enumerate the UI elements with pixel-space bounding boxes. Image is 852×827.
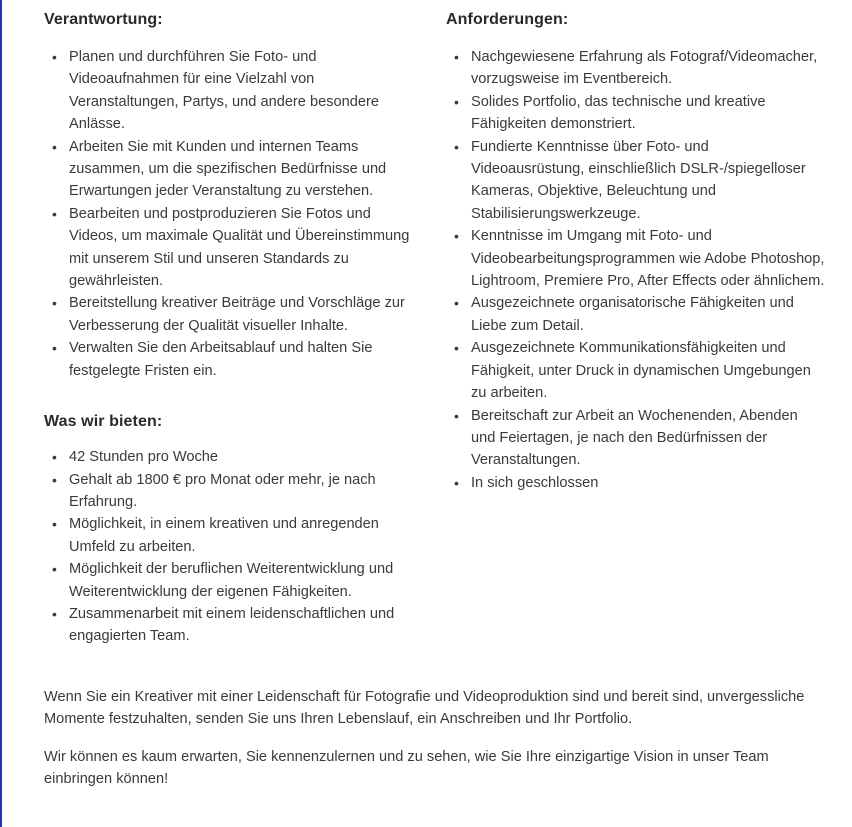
bullet-icon: • bbox=[52, 205, 57, 222]
closing-paragraph-2: Wir können es kaum erwarten, Sie kennenzulernen und zu sehen, wie Sie Ihre einzigartige Vision in unser Team einbringen können! bbox=[44, 748, 769, 788]
bullet-icon: • bbox=[52, 449, 57, 466]
list-item: • Arbeiten Sie mit Kunden und internen Teams zusammen, um die spezifischen Bedürfnisse und Erwartungen jeder Veranstaltung zu verstehen. bbox=[44, 136, 414, 203]
bullet-icon: • bbox=[52, 49, 57, 65]
left-column bbox=[44, 0, 414, 648]
list-item: • Verwalten Sie den Arbeitsablauf und halten Sie festgelegte Fristen ein. bbox=[44, 337, 414, 382]
bullet-icon: • bbox=[52, 605, 57, 622]
list-item: • Zusammenarbeit mit einem leidenschaftlichen und engagierten Team. bbox=[44, 603, 414, 648]
bullet-icon: • bbox=[454, 407, 459, 424]
list-item: • Möglichkeit, in einem kreativen und anregenden Umfeld zu arbeiten. bbox=[44, 513, 414, 558]
bullet-icon: • bbox=[52, 471, 57, 488]
list-item: • Fundierte Kenntnisse über Foto- und Videoausrüstung, einschließlich DSLR-/spiegelloser Kameras, Objektive, Beleuchtung und Stabilisierungswerkzeuge. bbox=[446, 136, 826, 226]
bullet-icon: • bbox=[52, 561, 57, 578]
page-left-border bbox=[0, 0, 2, 827]
section-verantwortung bbox=[44, 0, 414, 382]
bullet-icon: • bbox=[52, 516, 57, 533]
list-item: • Gehalt ab 1800 € pro Monat oder mehr, je nach Erfahrung. bbox=[44, 469, 414, 514]
bullet-icon: • bbox=[454, 295, 459, 312]
list-item: • Solides Portfolio, das technische und kreative Fähigkeiten demonstriert. bbox=[446, 91, 826, 136]
list-item: • Planen und durchführen Sie Foto- und Videoaufnahmen für eine Vielzahl von Veranstaltungen, Partys, und andere besondere Anlässe. bbox=[44, 46, 414, 136]
bullet-icon: • bbox=[454, 228, 459, 245]
list-anforderungen bbox=[446, 46, 826, 494]
bullet-icon: • bbox=[52, 138, 57, 155]
list-item: • Bearbeiten und postproduzieren Sie Fotos und Videos, um maximale Qualität und Übereinstimmung mit unserem Stil und unseren Standards zu gewährleisten. bbox=[44, 203, 414, 293]
list-item: • Bereitstellung kreativer Beiträge und Vorschläge zur Verbesserung der Qualität visueller Inhalte. bbox=[44, 292, 414, 337]
list-item: • Bereitschaft zur Arbeit an Wochenenden, Abenden und Feiertagen, je nach den Bedürfnissen der Veranstaltungen. bbox=[446, 405, 826, 472]
bullet-icon: • bbox=[454, 49, 459, 65]
closing-paragraph-1: Wenn Sie ein Kreativer mit einer Leidenschaft für Fotografie und Videoproduktion sind und bereit sind, unvergessliche Momente festzuhalten, senden Sie uns Ihren Lebenslauf, ein Anschreiben und Ihr Portfolio. bbox=[44, 689, 805, 728]
list-item: • Kenntnisse im Umgang mit Foto- und Videobearbeitungsprogrammen wie Adobe Photoshop, Lightroom, Premiere Pro, After Effects oder ähnlichem. bbox=[446, 225, 826, 292]
right-column bbox=[446, 0, 826, 494]
heading-verantwortung: Verantwortung: bbox=[44, 11, 163, 28]
heading-was-wir-bieten: Was wir bieten: bbox=[44, 413, 163, 431]
section-anforderungen bbox=[446, 0, 826, 494]
closing-text bbox=[44, 686, 834, 806]
list-verantwortung bbox=[44, 46, 414, 382]
list-item: • 42 Stunden pro Woche bbox=[44, 446, 414, 468]
bullet-icon: • bbox=[454, 138, 459, 155]
list-item: • Möglichkeit der beruflichen Weiterentwicklung und Weiterentwicklung der eigenen Fähigkeiten. bbox=[44, 558, 414, 603]
list-item: • Nachgewiesene Erfahrung als Fotograf/Videomacher, vorzugsweise im Eventbereich. bbox=[446, 46, 826, 91]
bullet-icon: • bbox=[52, 340, 57, 357]
list-item: • Ausgezeichnete Kommunikationsfähigkeiten und Fähigkeit, unter Druck in dynamischen Umgebungen zu arbeiten. bbox=[446, 337, 826, 404]
list-item: • Ausgezeichnete organisatorische Fähigkeiten und Liebe zum Detail. bbox=[446, 292, 826, 337]
section-was-wir-bieten bbox=[44, 411, 414, 648]
bullet-icon: • bbox=[52, 295, 57, 312]
bullet-icon: • bbox=[454, 340, 459, 357]
list-item: • In sich geschlossen bbox=[446, 472, 826, 494]
heading-anforderungen: Anforderungen: bbox=[446, 11, 569, 28]
bullet-icon: • bbox=[454, 474, 459, 491]
bullet-icon: • bbox=[454, 93, 459, 110]
list-was-wir-bieten bbox=[44, 446, 414, 648]
